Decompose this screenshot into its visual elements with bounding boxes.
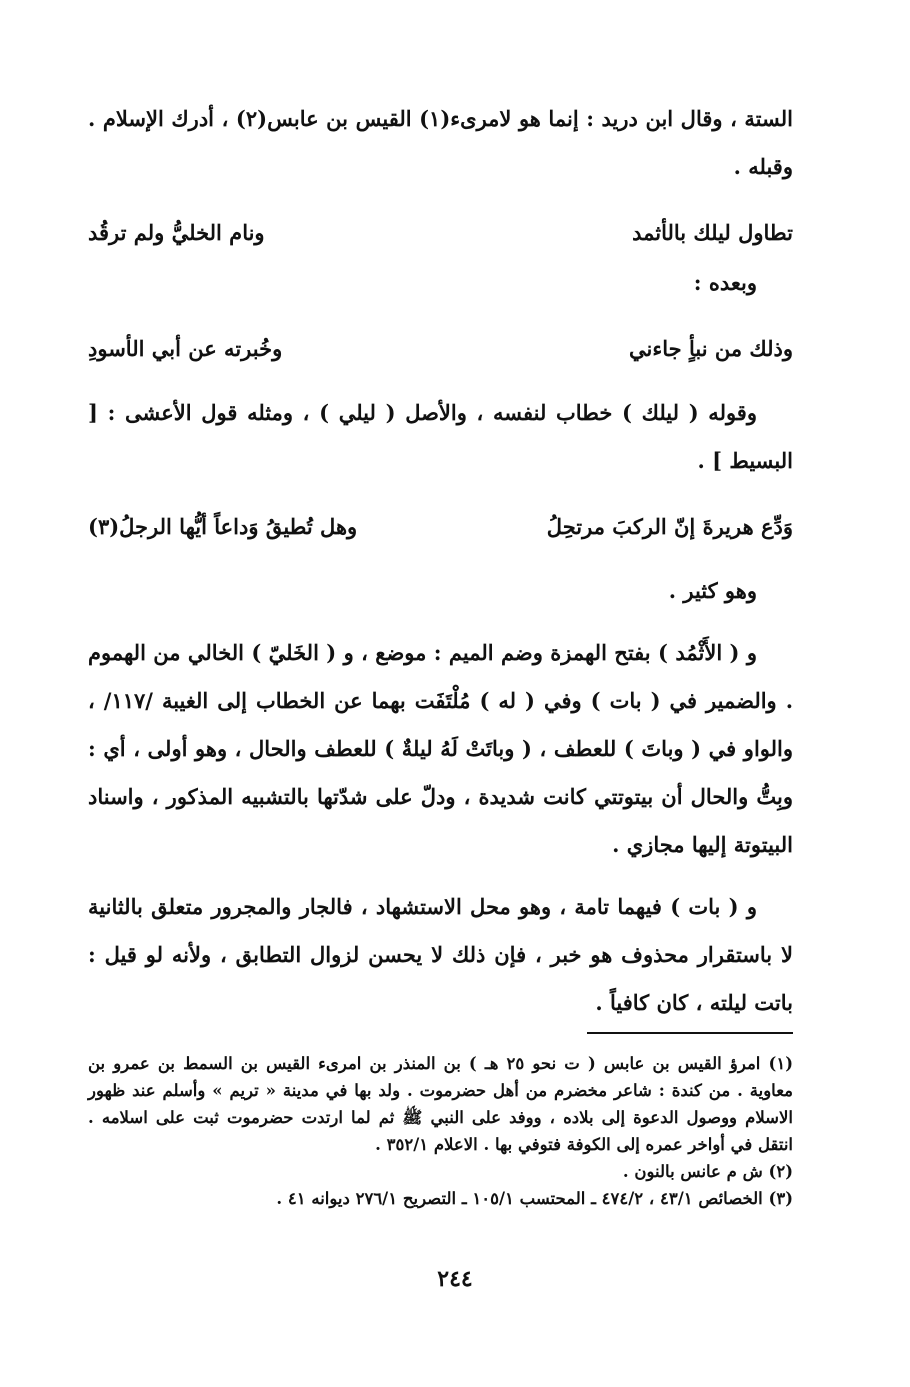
spacer — [88, 191, 793, 205]
page-number: ٢٤٤ — [437, 1266, 473, 1292]
footnotes — [88, 1050, 793, 1212]
verse-1-first-hemistich: تطاول ليلك بالأثمد — [632, 219, 793, 245]
verse-2-second-hemistich: وخُبرته عن أبي الأسودِ — [88, 335, 283, 361]
verse-2 — [88, 321, 793, 375]
verse-1-second-hemistich: ونام الخليُّ ولم ترقُد — [88, 219, 265, 245]
verse-3-first-hemistich: وَدِّع هريرةَ إنّ الركبَ مرتحِلُ — [546, 513, 793, 539]
verse-3 — [88, 499, 793, 553]
paragraph-2: وقوله ( ليلك ) خطاب لنفسه ، والأصل ( ليلي ) ، ومثله قول الأعشى : [ البسيط ] . — [88, 400, 793, 473]
verse-1 — [88, 205, 793, 259]
footnote-separator — [587, 1032, 793, 1034]
footnote-1: (١) امرؤ القيس بن عابس ( ت نحو ٢٥ هـ ) بن المنذر بن امرىء القيس بن السمط بن عمرو بن معاوية . من كندة : شاعر مخضرم من أهل حضرموت . ولد بها في مدينة « تريم » وأسلم عند ظهور الاسلام ووصول الدعوة إلى بلاده ، ووفد على النبي ﷺ ثم لما ارتدت حضرموت ثبت على اسلامه . انتقل في أواخر عمره إلى الكوفة فتوفي بها . الاعلام ٣٥٢/١ . — [88, 1054, 793, 1154]
footnote-2: (٢) ش م عانس بالنون . — [622, 1162, 793, 1181]
after-verse-3: وهو كثير . — [668, 578, 757, 603]
verse-2-first-hemistich: وذلك من نبأٍ جاءني — [629, 335, 793, 361]
spacer — [88, 553, 793, 567]
after-verse-1: وبعده : — [693, 270, 757, 295]
main-text — [88, 95, 793, 1027]
spacer — [88, 869, 793, 883]
verse-3-second-hemistich: وهل تُطيقُ وَداعاً أيُّها الرجلُ(٣) — [88, 513, 358, 539]
spacer — [88, 307, 793, 321]
spacer — [88, 615, 793, 629]
paragraph-4: و ( بات ) فيهما تامة ، وهو محل الاستشهاد ، فالجار والمجرور متعلق بالثانية لا باستقرار محذوف هو خبر ، فإن ذلك لا يحسن لزوال التطابق ، ولأنه لو قيل : باتت ليلته ، كان كافياً . — [88, 894, 793, 1015]
spacer — [88, 485, 793, 499]
paragraph-3: و ( الأَثْمُد ) بفتح الهمزة وضم الميم : موضع ، و ( الخَليّ ) الخالي من الهموم . والضمير في ( بات ) وفي ( له ) مُلْتَفَت بهما عن الخطاب إلى الغيبة /١١٧/ ، والواو في ( وباتَ ) للعطف ، ( وباتَتْ لَهُ ليلةٌ ) للعطف والحال ، وهو أولى ، أي : وبِتُّ والحال أن بيتوتتي كانت شديدة ، ودلّ على شدّتها بالتشبيه المذكور ، واسناد البيتوتة إليها مجازي . — [88, 640, 794, 857]
footnote-3: (٣) الخصائص ٤٣/١ ، ٤٧٤/٢ ـ المحتسب ١٠٥/١ ـ التصريح ٢٧٦/١ ديوانه ٤١ . — [276, 1189, 793, 1208]
spacer — [88, 375, 793, 389]
paragraph-1: الستة ، وقال ابن دريد : إنما هو لامرىء(١) القيس بن عابس(٢) ، أدرك الإسلام . وقبله . — [88, 106, 793, 179]
